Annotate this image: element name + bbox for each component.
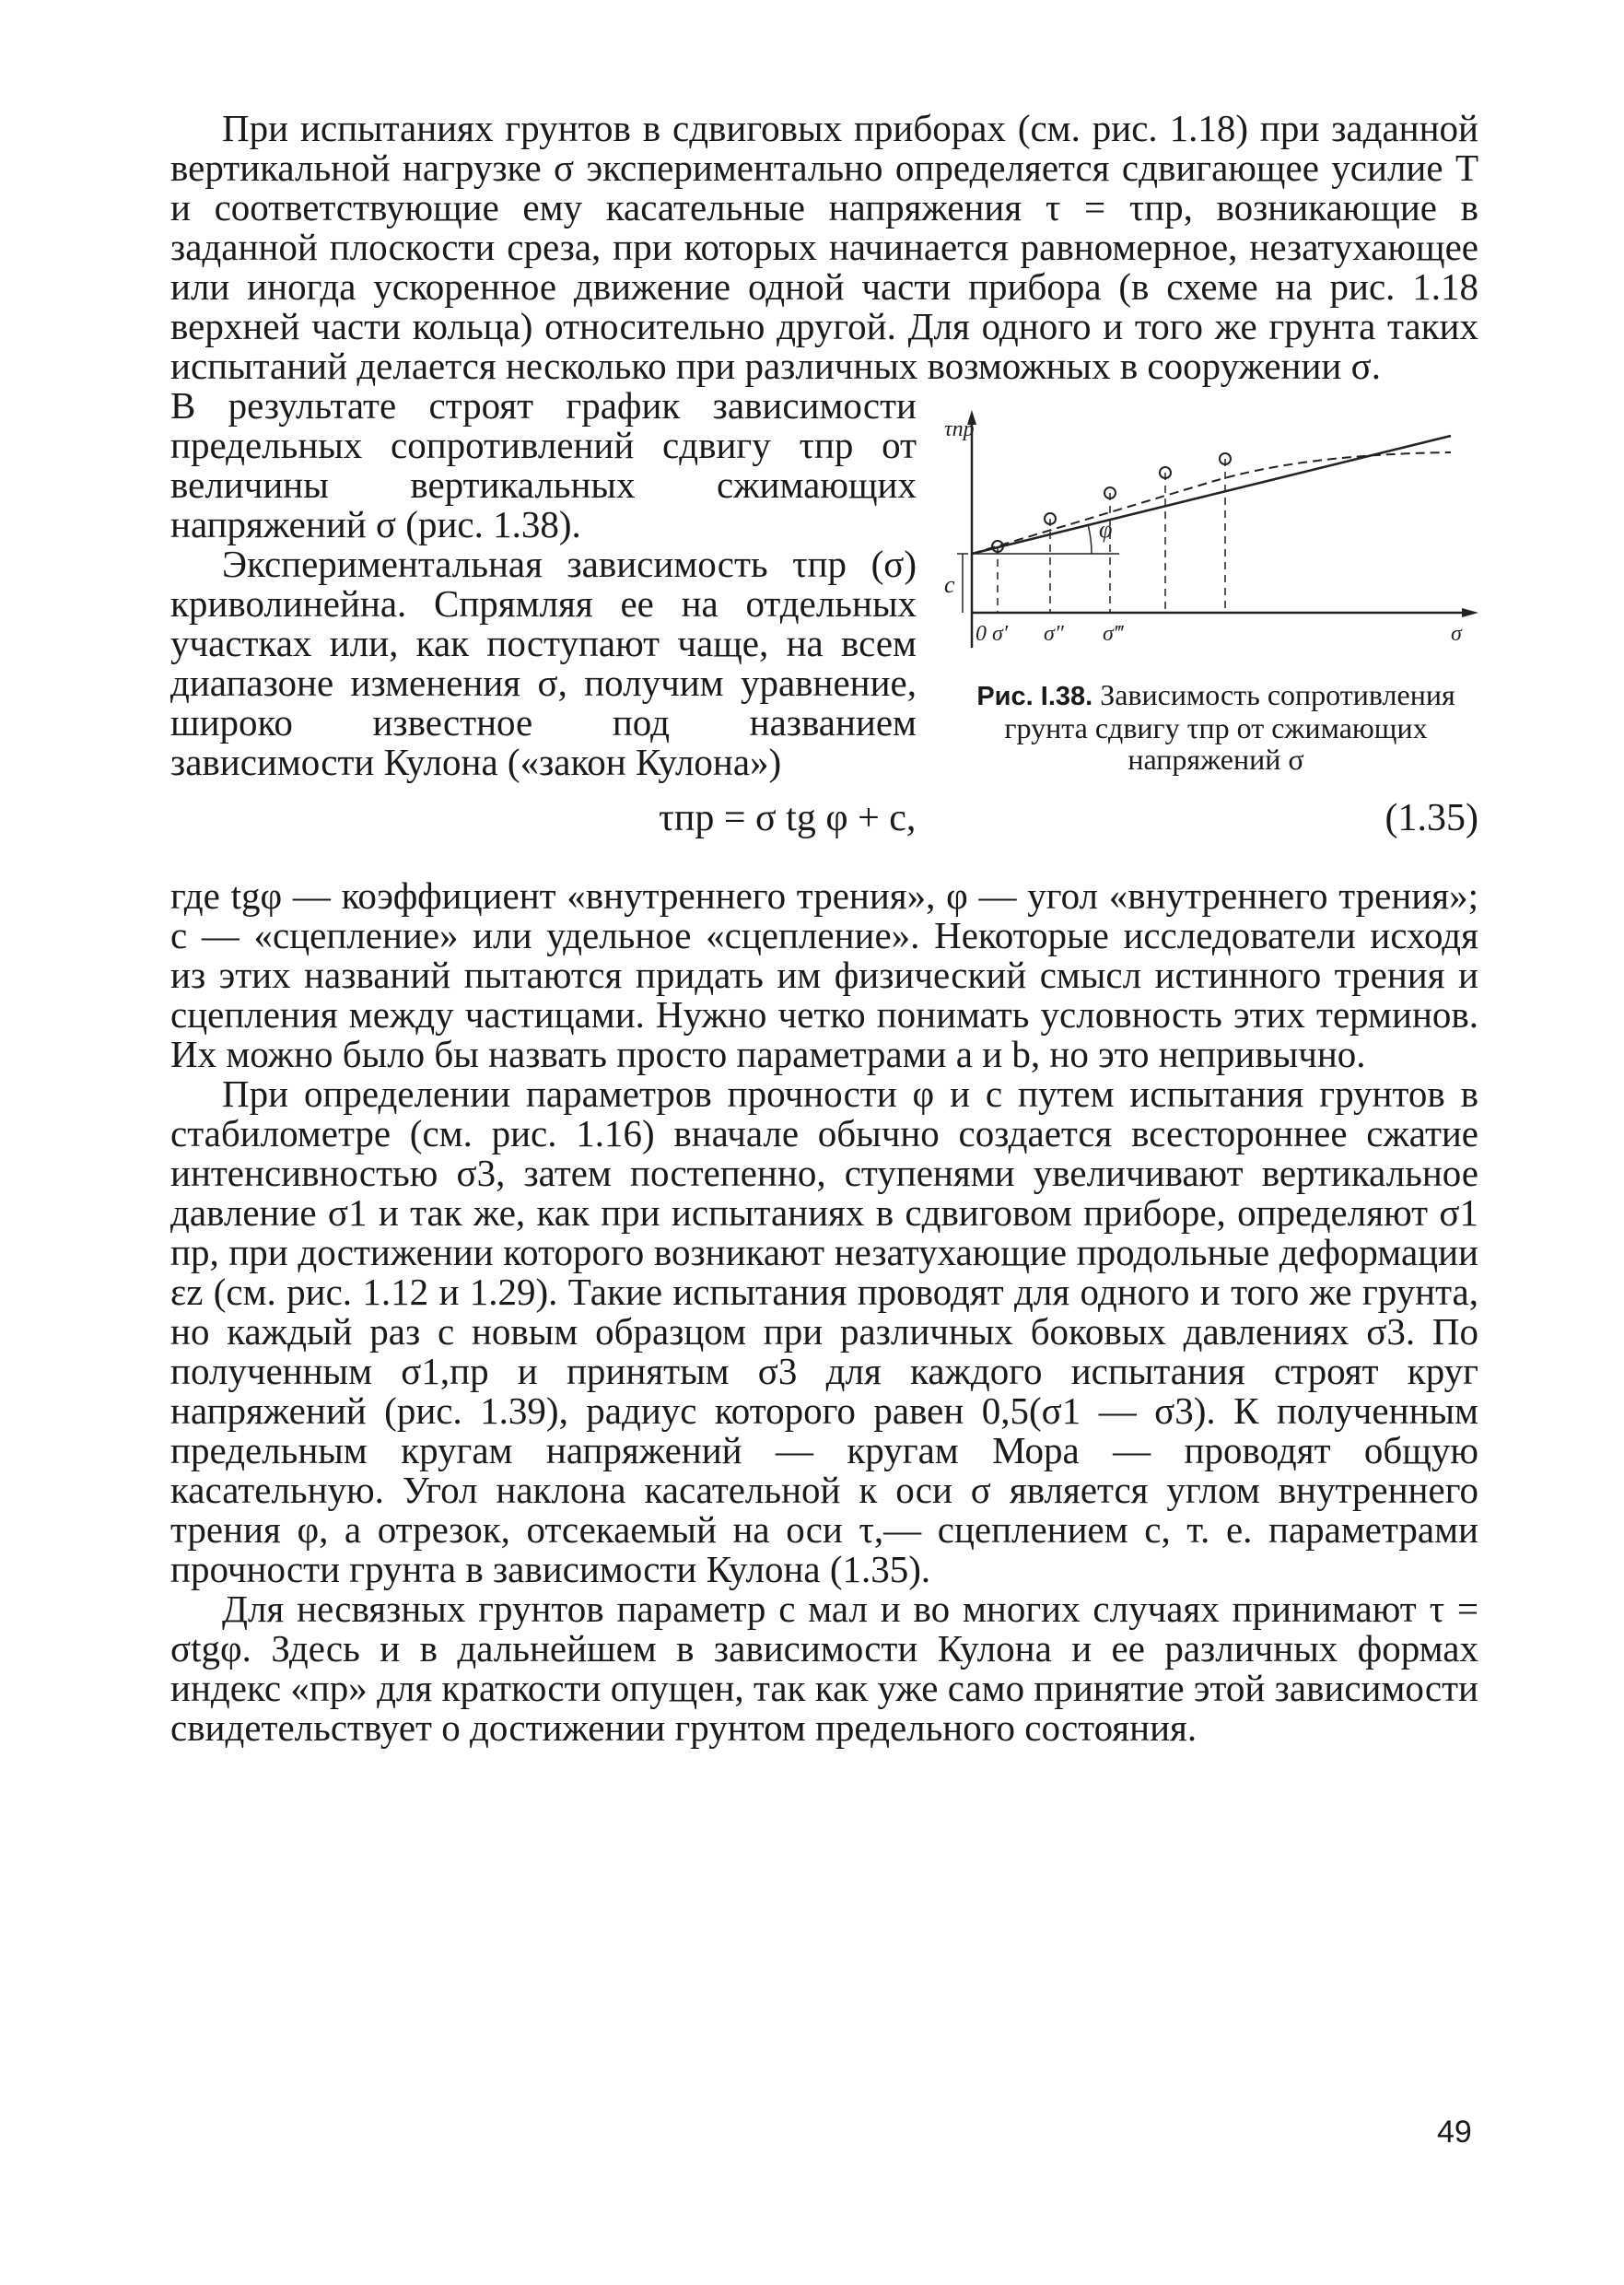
paragraph-cohesionless: Для несвязных грунтов параметр c мал и во многих случаях принимают τ = σtgφ. Здесь и в дальнейшем в зависимости Кулона и ее различных формах индекс «пр» для краткости опущен, так как уже само принятие этой зависимости свидетельствует о достижении грунтом предельного состояния. bbox=[170, 1588, 1478, 1749]
figure-caption bbox=[935, 679, 1478, 775]
formula-1-35 bbox=[170, 786, 1478, 850]
axis-x-label: σ bbox=[1451, 622, 1462, 646]
caption-body: Зависимость сопротивления грунта сдвигу τпр от сжимающих напряжений σ bbox=[1004, 678, 1455, 776]
paragraph-experimental: Экспериментальная зависимость τпр (σ) криволинейна. Спрямляя ее на отдельных участках или, как поступают чаще, на всем диапазоне изменения σ, получим уравнение, широко известное под названием зависимости Кулона («закон Кулона») bbox=[170, 543, 917, 783]
caption-head: Рис. I.38. bbox=[976, 682, 1093, 711]
coulomb-graph bbox=[935, 399, 1478, 675]
label-sigma-1: σ′ bbox=[992, 622, 1009, 646]
paragraph-graph: В результате строят график зависимости предельных сопротивлений сдвигу τпр от величины вертикальных сжимающих напряжений σ (рис. 1.38). bbox=[170, 384, 917, 545]
label-origin: 0 bbox=[976, 622, 987, 646]
axis-y-label: τпр bbox=[944, 417, 975, 441]
label-sigma-3: σ‴ bbox=[1103, 622, 1123, 646]
label-sigma-2: σ″ bbox=[1044, 622, 1064, 646]
page-number: 49 bbox=[1437, 2115, 1472, 2150]
paragraph-stabilometer: При определении параметров прочности φ и c путем испытания грунтов в стабилометре (см. рис. 1.16) вначале обычно создается всестороннее сжатие интенсивностью σ3, затем постепенно, ступенями увеличивают вертикальное давление σ1 и так же, как при испытаниях в сдвиговом приборе, определяют σ1 пр, при достижении которого возникают незатухающие продольные деформации εz (см. рис. 1.12 и 1.29). Такие испытания проводят для одного и того же грунта, но каждый раз с новым образцом при различных боковых давлениях σ3. По полученным σ1,пр и принятым σ3 для каждого испытания строят круг напряжений (рис. 1.39), радиус которого равен 0,5(σ1 — σ3). К полученным предельным кругам напряжений — кругам Мора — проводят общую касательную. Угол наклона касательной к оси σ является углом внутреннего трения φ, а отрезок, отсекаемый на оси τ,— сцеплением c, т. е. параметрами прочности грунта в зависимости Кулона (1.35). bbox=[170, 1072, 1478, 1590]
label-phi: φ bbox=[1099, 516, 1113, 543]
coulomb-line bbox=[972, 436, 1451, 554]
x-axis-arrow bbox=[1462, 608, 1478, 617]
formula-number: (1.35) bbox=[1384, 797, 1478, 839]
paragraph-definitions: где tgφ — коэффициент «внутреннего трения», φ — угол «внутреннего трения»; c — «сцепление» или удельное «сцепление». Некоторые исследователи исходя из этих названий пытаются придать им физический смысл истинного трения и сцепления между частицами. Нужно четко понимать условность этих терминов. Их можно было бы назвать просто параметрами a и b, но это непривычно. bbox=[170, 874, 1478, 1075]
wrap-text-column bbox=[170, 386, 917, 782]
experimental-curve bbox=[972, 452, 1451, 554]
figure-1-38 bbox=[935, 399, 1478, 775]
page-body bbox=[170, 109, 1478, 2228]
paragraph-shear-tests: При испытаниях грунтов в сдвиговых приборах (см. рис. 1.18) при заданной вертикальной нагрузке σ экспериментально определяется сдвигающее усилие T и соответствующие ему касательные напряжения τ = τпр, возникающие в заданной плоскости среза, при которых начинается равномерное, незатухающее или иногда ускоренное движение одной части прибора (в схеме на рис. 1.18 верхней части кольца) относительно другой. Для одного и того же грунта таких испытаний делается несколько при различных возможных в сооружении σ. bbox=[170, 107, 1478, 387]
label-c: c bbox=[944, 571, 955, 598]
formula-expression: τпр = σ tg φ + c, bbox=[659, 797, 917, 839]
